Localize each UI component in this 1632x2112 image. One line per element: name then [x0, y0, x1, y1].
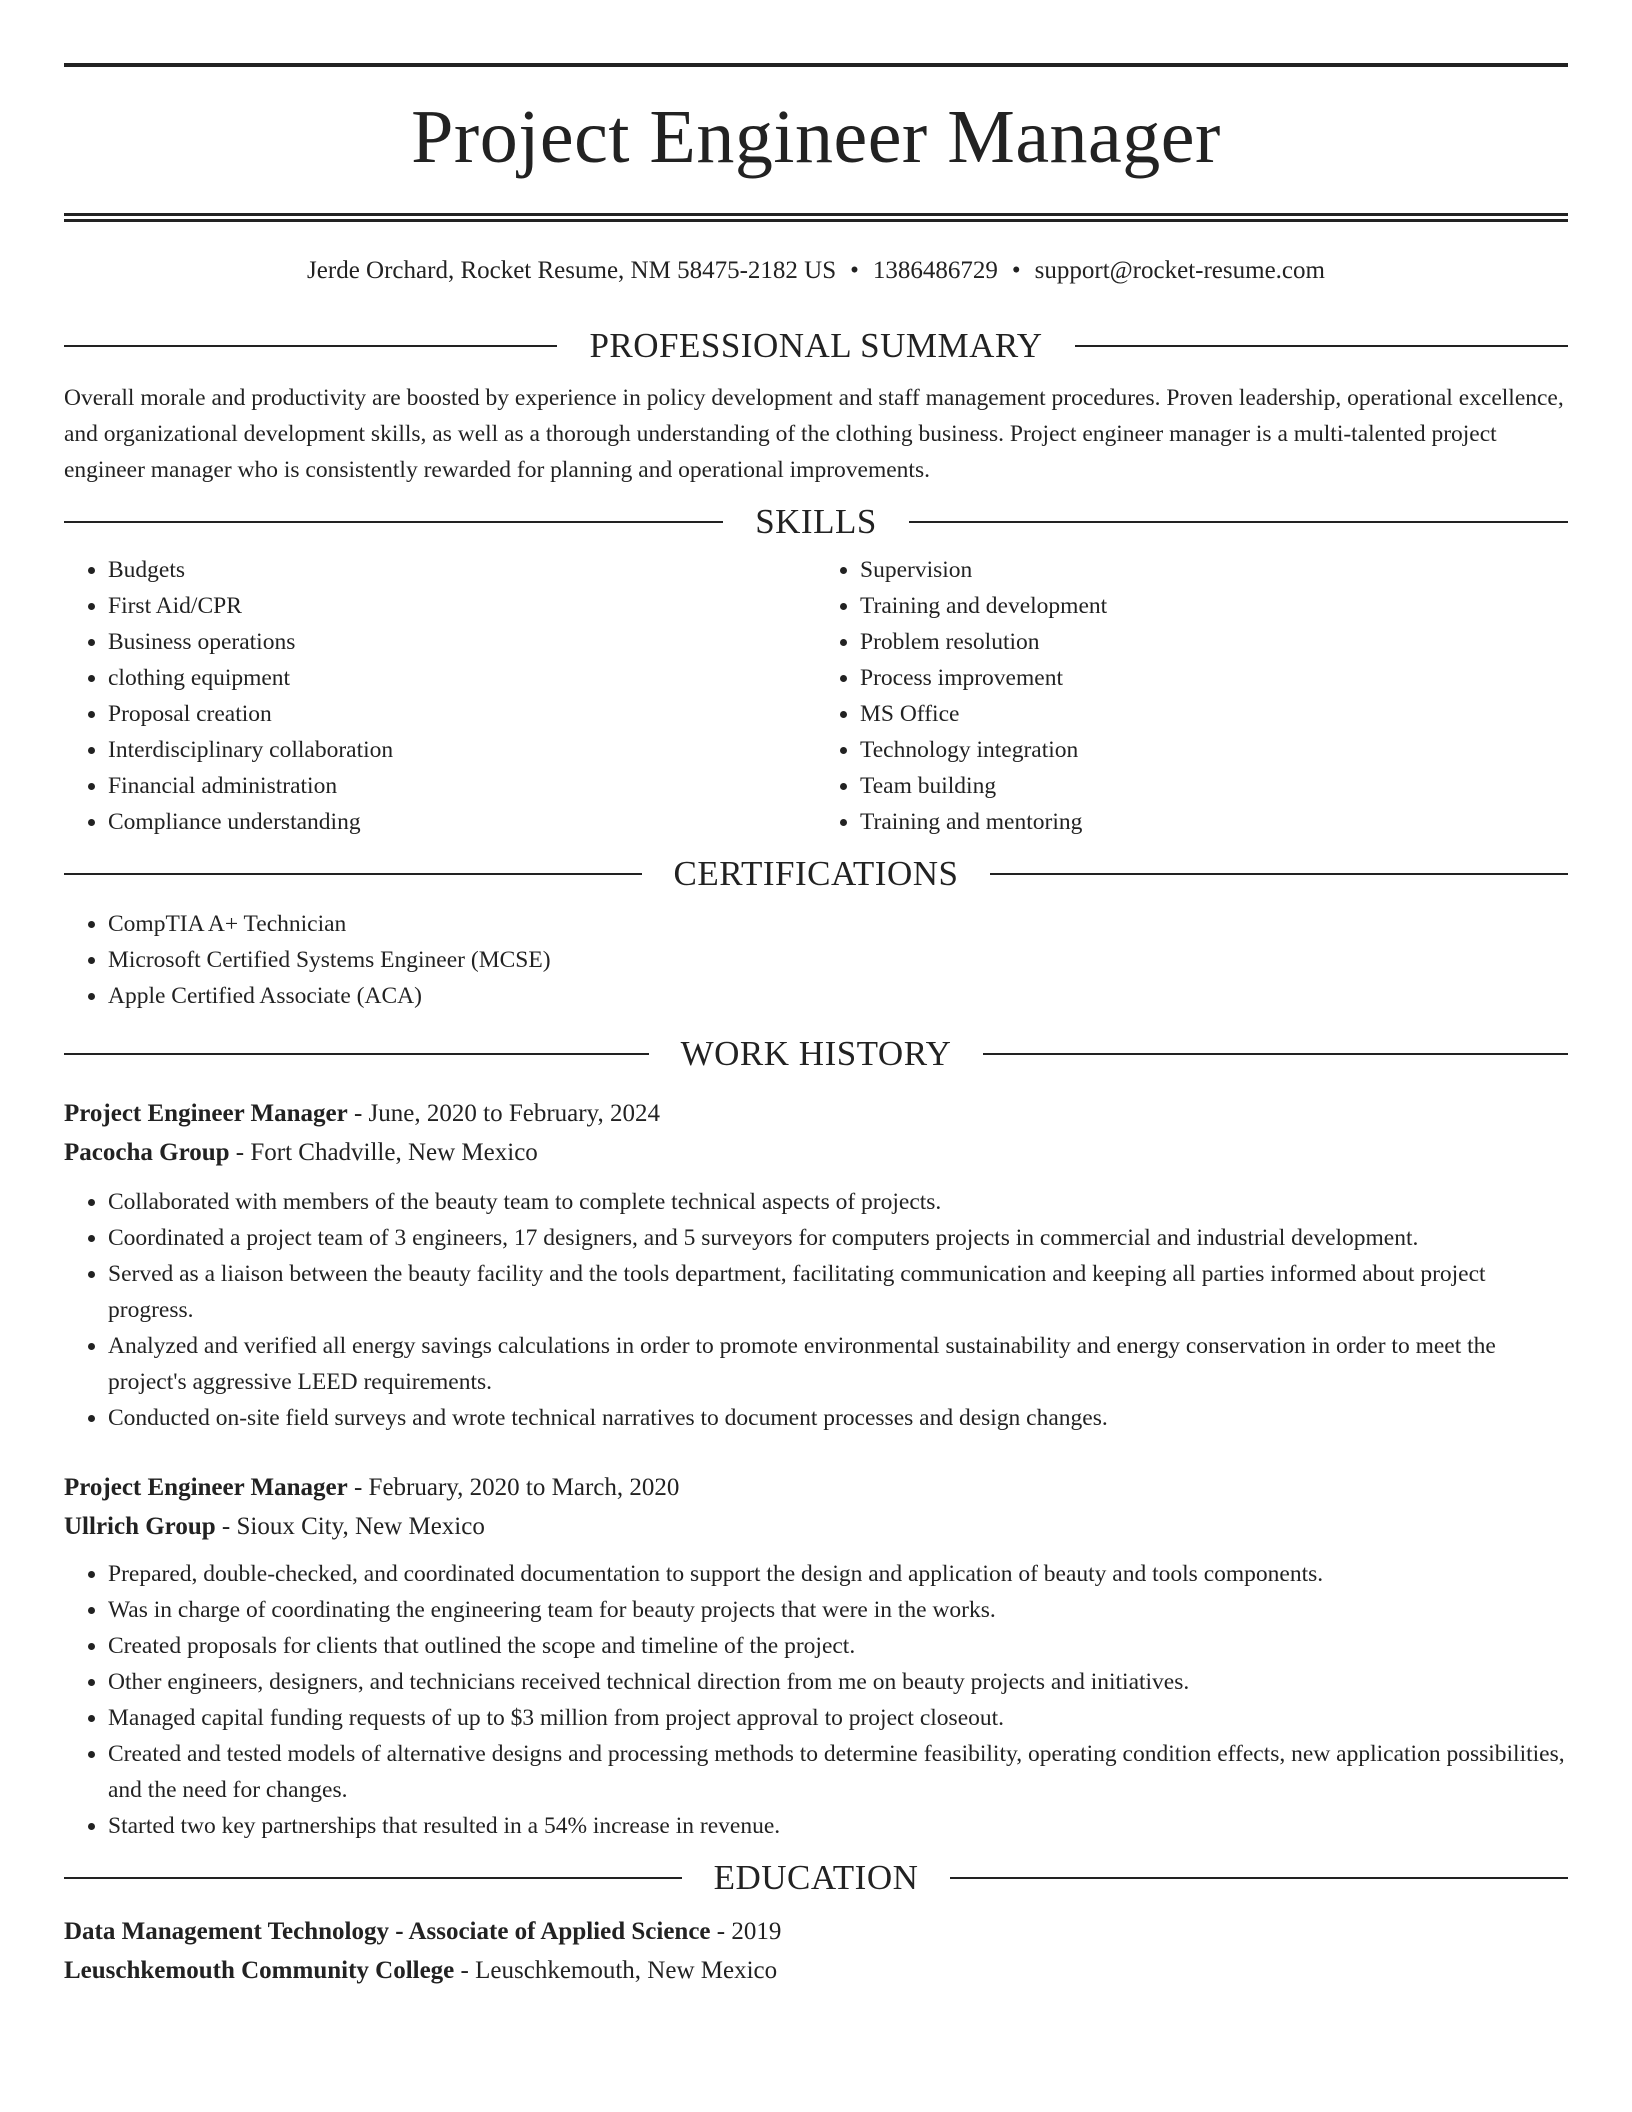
job-bullet: • Conducted on-site field surveys and wrote technical narratives to document processes and design changes.	[108, 1400, 1568, 1436]
section-rule	[64, 873, 642, 875]
section-rule	[950, 1877, 1568, 1879]
contact-line	[64, 256, 1568, 286]
job-company-line	[64, 1133, 1568, 1172]
skill-item: • Training and mentoring	[860, 804, 1568, 840]
skill-item: • Compliance understanding	[108, 804, 816, 840]
job-company-line	[64, 1507, 1568, 1546]
skill-item: • MS Office	[860, 696, 1568, 732]
skill-item: • clothing equipment	[108, 660, 816, 696]
job-bullet: • Coordinated a project team of 3 engineers, 17 designers, and 5 surveyors for computers projects in commercial and industrial development.	[108, 1220, 1568, 1256]
job-company: Ullrich Group	[64, 1513, 216, 1540]
education-location: - Leuschkemouth, New Mexico	[454, 1957, 778, 1984]
job-bullets	[64, 1184, 1568, 1436]
job-title: Project Engineer Manager	[64, 1474, 348, 1501]
skill-item: • Financial administration	[108, 768, 816, 804]
skill-item: • Technology integration	[860, 732, 1568, 768]
job-bullet: • Created and tested models of alternative designs and processing methods to determine feasibility, operating condition effects, new application possibilities, and the need for changes.	[108, 1736, 1568, 1808]
skill-item: • Proposal creation	[108, 696, 816, 732]
section-rule	[64, 1053, 649, 1055]
section-rule	[983, 1053, 1568, 1055]
contact-separator: •	[1011, 257, 1021, 284]
section-rule	[909, 521, 1568, 523]
section-header-summary	[64, 326, 1568, 366]
section-title-work: WORK HISTORY	[680, 1034, 952, 1073]
job-bullet: • Started two key partnerships that resulted in a 54% increase in revenue.	[108, 1808, 1568, 1844]
job-bullet: • Was in charge of coordinating the engineering team for beauty projects that were in the works.	[108, 1592, 1568, 1628]
top-rule	[64, 63, 1568, 67]
section-header-certifications	[64, 854, 1568, 894]
section-header-skills	[64, 502, 1568, 542]
skill-item: • Problem resolution	[860, 624, 1568, 660]
job-title-line	[64, 1094, 1568, 1133]
job-title: Project Engineer Manager	[64, 1100, 348, 1127]
certification-item: • CompTIA A+ Technician	[108, 906, 1568, 942]
resume-name: Project Engineer Manager	[411, 95, 1221, 179]
section-title-certifications: CERTIFICATIONS	[673, 854, 959, 893]
job-bullet: • Collaborated with members of the beauty team to complete technical aspects of projects.	[108, 1184, 1568, 1220]
education-degree: Data Management Technology - Associate of Applied Science	[64, 1918, 711, 1945]
job-dates: - February, 2020 to March, 2020	[347, 1474, 680, 1501]
contact-address: Jerde Orchard, Rocket Resume, NM 58475-2182 US	[307, 257, 837, 284]
job-bullet: • Managed capital funding requests of up to $3 million from project approval to project closeout.	[108, 1700, 1568, 1736]
job-bullet: • Other engineers, designers, and technicians received technical direction from me on beauty projects and initiatives.	[108, 1664, 1568, 1700]
section-rule	[64, 521, 723, 523]
section-rule	[990, 873, 1568, 875]
skill-item: • Business operations	[108, 624, 816, 660]
skills-columns	[64, 552, 1568, 840]
section-rule	[1075, 345, 1568, 347]
skill-item: • Budgets	[108, 552, 816, 588]
job-bullet: • Analyzed and verified all energy savings calculations in order to promote environmental sustainability and energy conservation in order to meet the project's aggressive LEED requirements.	[108, 1328, 1568, 1400]
section-title-education: EDUCATION	[713, 1858, 919, 1897]
education-entry	[64, 1912, 1568, 1990]
education-school-line	[64, 1951, 1568, 1990]
job-bullet: • Served as a liaison between the beauty facility and the tools department, facilitating communication and keeping all parties informed about project progress.	[108, 1256, 1568, 1328]
skills-list-right	[816, 552, 1568, 840]
job-bullet: • Created proposals for clients that outlined the scope and timeline of the project.	[108, 1628, 1568, 1664]
summary-text: Overall morale and productivity are boosted by experience in policy development and staff management procedures. Proven leadership, operational excellence, and organizational development skills, as well as a thorough understanding of the clothing business. Project engineer manager is a multi-talented project engineer manager who is consistently rewarded for planning and operational improvements.	[64, 385, 1564, 483]
contact-phone: 1386486729	[872, 257, 998, 284]
education-school: Leuschkemouth Community College	[64, 1957, 455, 1984]
double-rule	[64, 213, 1568, 222]
skills-list-left	[64, 552, 816, 840]
education-degree-line	[64, 1912, 1568, 1951]
education-year: - 2019	[710, 1918, 782, 1945]
section-header-work	[64, 1034, 1568, 1074]
skill-item: • Interdisciplinary collaboration	[108, 732, 816, 768]
skill-item: • Process improvement	[860, 660, 1568, 696]
certification-item: • Microsoft Certified Systems Engineer (MCSE)	[108, 942, 1568, 978]
job-bullet: • Prepared, double-checked, and coordinated documentation to support the design and application of beauty and tools components.	[108, 1556, 1568, 1592]
job-location: - Fort Chadville, New Mexico	[229, 1139, 538, 1166]
job-bullets	[64, 1556, 1568, 1844]
certification-item: • Apple Certified Associate (ACA)	[108, 978, 1568, 1014]
job-company: Pacocha Group	[64, 1139, 230, 1166]
contact-separator: •	[850, 257, 859, 284]
certifications-list	[64, 906, 1568, 1014]
section-title-skills: SKILLS	[755, 502, 877, 541]
job-dates: - June, 2020 to February, 2024	[347, 1100, 660, 1127]
skill-item: • Training and development	[860, 588, 1568, 624]
job-location: - Sioux City, New Mexico	[215, 1513, 485, 1540]
job-title-line	[64, 1468, 1568, 1507]
section-rule	[64, 1877, 682, 1879]
job-entry	[64, 1094, 1568, 1436]
skill-item: • First Aid/CPR	[108, 588, 816, 624]
contact-email[interactable]: support@rocket-resume.com	[1034, 257, 1325, 284]
section-header-education	[64, 1858, 1568, 1898]
section-title-summary: PROFESSIONAL SUMMARY	[589, 326, 1043, 365]
job-entry	[64, 1468, 1568, 1844]
section-rule	[64, 345, 557, 347]
skill-item: • Team building	[860, 768, 1568, 804]
skill-item: • Supervision	[860, 552, 1568, 588]
